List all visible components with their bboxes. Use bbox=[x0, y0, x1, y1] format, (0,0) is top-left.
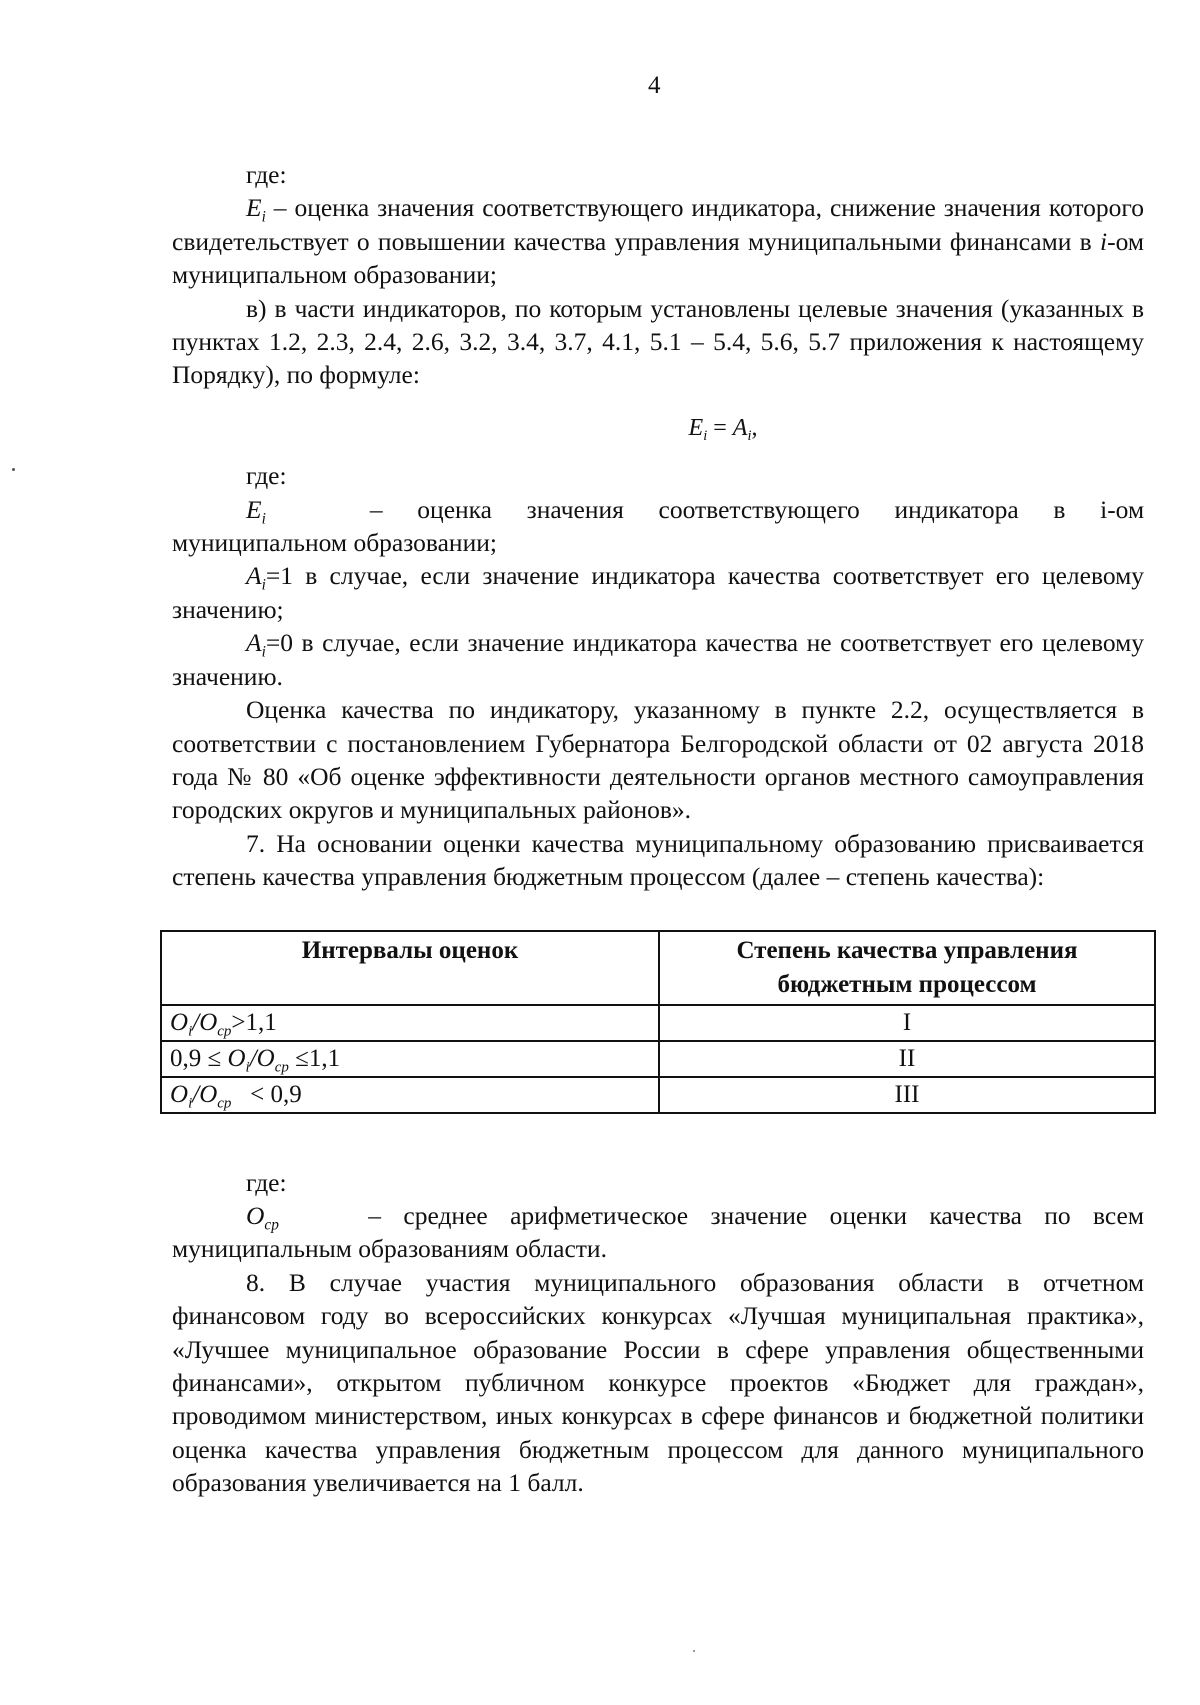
word: значения bbox=[526, 494, 624, 524]
where-label: где: bbox=[246, 1167, 287, 1197]
word: соответствующего bbox=[658, 494, 860, 524]
scan-speck bbox=[12, 468, 15, 471]
subscript: i bbox=[245, 1058, 250, 1075]
definition-a0 bbox=[172, 626, 1144, 693]
subscript: i bbox=[703, 427, 708, 444]
symbol-a: A bbox=[246, 561, 262, 591]
definition-ocp bbox=[172, 1199, 1144, 1266]
subscript: i bbox=[188, 1094, 193, 1111]
table-row bbox=[161, 1077, 1155, 1113]
page-number: 4 bbox=[648, 72, 661, 99]
symbol-o: O bbox=[199, 1080, 218, 1108]
where-label: где: bbox=[246, 461, 287, 491]
formula-right: A bbox=[732, 414, 748, 441]
table-header-row bbox=[161, 931, 1155, 1005]
where-label: где: bbox=[246, 160, 287, 189]
slash: / bbox=[249, 1044, 257, 1072]
interval-cell bbox=[161, 1041, 659, 1077]
definition-text: =1 в случае, если значение индикатора качества соответствует его целевому значению; bbox=[172, 561, 1144, 624]
table-row bbox=[161, 1041, 1155, 1077]
grade-cell: II bbox=[659, 1041, 1155, 1077]
assessment-paragraph: Оценка качества по индикатору, указанному в пункте 2.2, осуществляется в соответствии с постановлением Губернатора Белгородской области от 02 августа 2018 года № 80 «Об оценке эффективности деятельности органов местного самоуправления городских округов и муниципальных районов». bbox=[172, 695, 1144, 825]
subscript: i bbox=[261, 510, 266, 527]
definition-ei-line2: муниципальном образовании; bbox=[172, 528, 497, 558]
definition-text: – среднее арифметическое значение оценки качества по всем муниципальным образованиям области. bbox=[172, 1200, 1144, 1264]
word: оценка bbox=[417, 494, 492, 524]
symbol-o: O bbox=[227, 1044, 246, 1072]
subscript: i bbox=[261, 643, 266, 661]
symbol-a: A bbox=[246, 628, 262, 658]
symbol-o: O bbox=[199, 1008, 218, 1036]
symbol-e: E bbox=[246, 193, 262, 223]
grade-cell: I bbox=[659, 1005, 1155, 1041]
definition-ei-line1 bbox=[172, 493, 1144, 526]
interval-cell bbox=[161, 1077, 659, 1113]
scan-speck bbox=[693, 1650, 695, 1652]
subscript: i bbox=[188, 1022, 193, 1039]
word: – bbox=[369, 494, 383, 524]
word: индикатора bbox=[894, 494, 1019, 524]
symbol-o: O bbox=[170, 1008, 189, 1036]
symbol-o: O bbox=[256, 1044, 275, 1072]
table-row bbox=[161, 1005, 1155, 1041]
definition-text-end: -ом муниципальном образовании; bbox=[172, 226, 1144, 290]
item-7-paragraph: 7. На основании оценки качества муниципальному образованию присваивается степень качества управления бюджетным процессом (далее – степень качества): bbox=[172, 828, 1144, 892]
subscript: i bbox=[747, 427, 752, 444]
interval-pre: 0,9 ≤ bbox=[170, 1044, 228, 1072]
definition-text: – оценка значения соответствующего индикатора, снижение значения которого свидетельствует о повышении качества управления муниципальными финансами в bbox=[172, 193, 1144, 256]
symbol-o: O bbox=[246, 1200, 265, 1230]
quality-grades-table bbox=[160, 930, 1156, 1114]
formula-equals: = bbox=[707, 414, 733, 441]
grade-cell: III bbox=[659, 1077, 1155, 1113]
symbol-o: O bbox=[170, 1080, 189, 1108]
formula-left: E bbox=[688, 414, 704, 441]
formula-comma: , bbox=[751, 414, 758, 441]
subscript: i bbox=[261, 208, 266, 226]
subscript: ср bbox=[217, 1022, 232, 1039]
definition-ei-decrease bbox=[172, 191, 1144, 291]
interval-post: < 0,9 bbox=[231, 1080, 302, 1108]
subscript: ср bbox=[264, 1216, 279, 1234]
interval-post: >1,1 bbox=[231, 1008, 277, 1036]
word: i-ом bbox=[1100, 494, 1145, 524]
document-body bbox=[172, 158, 1144, 1500]
item-8-paragraph: 8. В случае участия муниципального образования области в отчетном финансовом году во всероссийских конкурсах «Лучшая муниципальная практика», «Лучшее муниципальное образование России в сфере управления общественными финансами», открытом публичном конкурсе проектов «Бюджет для граждан», проводимом министерством, иных конкурсах в сфере финансов и бюджетной политики оценка качества управления бюджетным процессом для данного муниципального образования увеличивается на 1 балл. bbox=[172, 1267, 1144, 1498]
interval-post: ≤1,1 bbox=[288, 1044, 341, 1072]
slash: / bbox=[192, 1080, 200, 1108]
formula bbox=[172, 412, 1144, 445]
subscript: ср bbox=[274, 1058, 289, 1075]
definition-a1 bbox=[172, 559, 1144, 626]
after-table-section bbox=[172, 1166, 1144, 1500]
item-v-paragraph: в) в части индикаторов, по которым установлены целевые значения (указанных в пунктах 1.2, 2.3, 2.4, 2.6, 3.2, 3.4, 3.7, 4.1, 5.1 – 5.4, 5.6, 5.7 приложения к настоящему Порядку), по формуле: bbox=[172, 293, 1144, 390]
slash: / bbox=[192, 1008, 200, 1036]
header-quality-degree: Степень качества управления бюджетным процессом bbox=[659, 931, 1155, 1005]
symbol-i: i bbox=[1100, 226, 1108, 256]
word: в bbox=[1053, 494, 1066, 524]
definition-text: =0 в случае, если значение индикатора качества не соответствует его целевому значению. bbox=[172, 628, 1144, 691]
symbol-e: E bbox=[246, 494, 262, 524]
subscript: i bbox=[261, 576, 266, 594]
subscript: ср bbox=[217, 1094, 232, 1111]
header-intervals: Интервалы оценок bbox=[161, 931, 659, 1005]
interval-cell bbox=[161, 1005, 659, 1041]
